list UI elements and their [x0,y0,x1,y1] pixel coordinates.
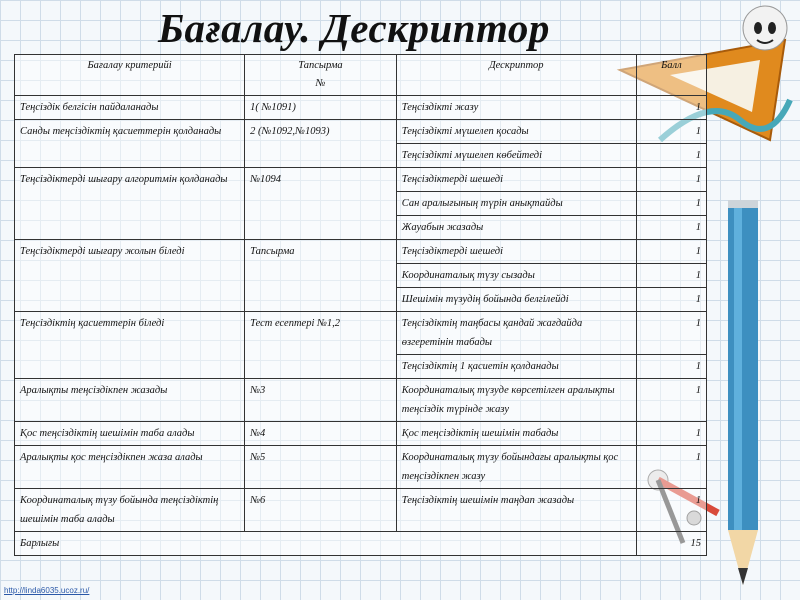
task-cell: №3 [245,379,397,422]
descriptor-cell: Теңсіздікті мүшелеп қосады [396,120,636,144]
score-cell: 1 [636,288,706,312]
table-row [15,489,707,532]
task-cell: Тест есептері №1,2 [245,312,397,379]
assessment-table [14,54,707,556]
score-cell: 1 [636,379,706,422]
descriptor-cell: Теңсіздіктің 1 қасиетін қолданады [396,355,636,379]
task-cell: №4 [245,422,397,446]
table-row [15,168,707,192]
score-cell: 1 [636,168,706,192]
criterion-cell: Санды теңсіздіктің қасиеттерін қолданады [15,120,245,168]
task-cell: Тапсырма [245,240,397,312]
task-cell: 2 (№1092,№1093) [245,120,397,168]
descriptor-cell: Сан аралығының түрін анықтайды [396,192,636,216]
score-cell: 1 [636,120,706,144]
score-cell: 1 [636,489,706,532]
score-cell: 1 [636,192,706,216]
total-value: 15 [636,532,706,556]
table-row [15,379,707,422]
header-task [245,55,397,96]
page-title: Бағалау. Дескриптор [158,5,550,51]
table-row [15,422,707,446]
descriptor-cell: Теңсіздікті мүшелеп көбейтеді [396,144,636,168]
table-header-row [15,55,707,96]
score-cell: 1 [636,216,706,240]
descriptor-cell: Теңсіздікті жазу [396,96,636,120]
score-cell: 1 [636,264,706,288]
table-row [15,96,707,120]
footer-link[interactable]: http://linda6035.ucoz.ru/ [4,586,90,595]
descriptor-cell: Координаталық түзу сызады [396,264,636,288]
header-criterion: Бағалау критерийі [15,55,245,96]
descriptor-cell: Жауабын жазады [396,216,636,240]
criterion-cell: Теңсіздіктің қасиеттерін біледі [15,312,245,379]
descriptor-cell: Теңсіздіктерді шешеді [396,240,636,264]
table-row [15,446,707,489]
header-descriptor: Дескриптор [396,55,636,96]
criterion-cell: Аралықты теңсіздікпен жазады [15,379,245,422]
descriptor-cell: Теңсіздіктің шешімін таңдап жазады [396,489,636,532]
total-label: Барлығы [15,532,637,556]
descriptor-cell: Координаталық түзуде көрсетілген аралықты теңсіздік түрінде жазу [396,379,636,422]
task-cell: №1094 [245,168,397,240]
header-task-label: Тапсырма [298,60,343,71]
task-cell: №5 [245,446,397,489]
criterion-cell: Теңсіздіктерді шығару алгоритмін қолданады [15,168,245,240]
score-cell: 1 [636,312,706,355]
score-cell: 1 [636,96,706,120]
score-cell: 1 [636,446,706,489]
criterion-cell: Теңсіздік белгісін пайдаланады [15,96,245,120]
header-task-number: № [315,78,326,89]
table-row [15,120,707,144]
criterion-cell: Теңсіздіктерді шығару жолын біледі [15,240,245,312]
score-cell: 1 [636,144,706,168]
descriptor-cell: Теңсіздіктің таңбасы қандай жағдайда өзгеретінін табады [396,312,636,355]
score-cell: 1 [636,422,706,446]
score-cell: 1 [636,355,706,379]
table-row [15,312,707,355]
criterion-cell: Аралықты қос теңсіздікпен жаза алады [15,446,245,489]
criterion-cell: Қос теңсіздіктің шешімін таба алады [15,422,245,446]
table-row [15,240,707,264]
total-row [15,532,707,556]
task-cell: №6 [245,489,397,532]
descriptor-cell: Шешімін түзудің бойында белгілейді [396,288,636,312]
task-cell: 1( №1091) [245,96,397,120]
score-cell: 1 [636,240,706,264]
criterion-cell: Координаталық түзу бойында теңсіздіктің шешімін таба алады [15,489,245,532]
descriptor-cell: Теңсіздіктерді шешеді [396,168,636,192]
descriptor-cell: Координаталық түзу бойындағы аралықты қос теңсіздікпен жазу [396,446,636,489]
header-score: Балл [636,55,706,96]
descriptor-cell: Қос теңсіздіктің шешімін табады [396,422,636,446]
